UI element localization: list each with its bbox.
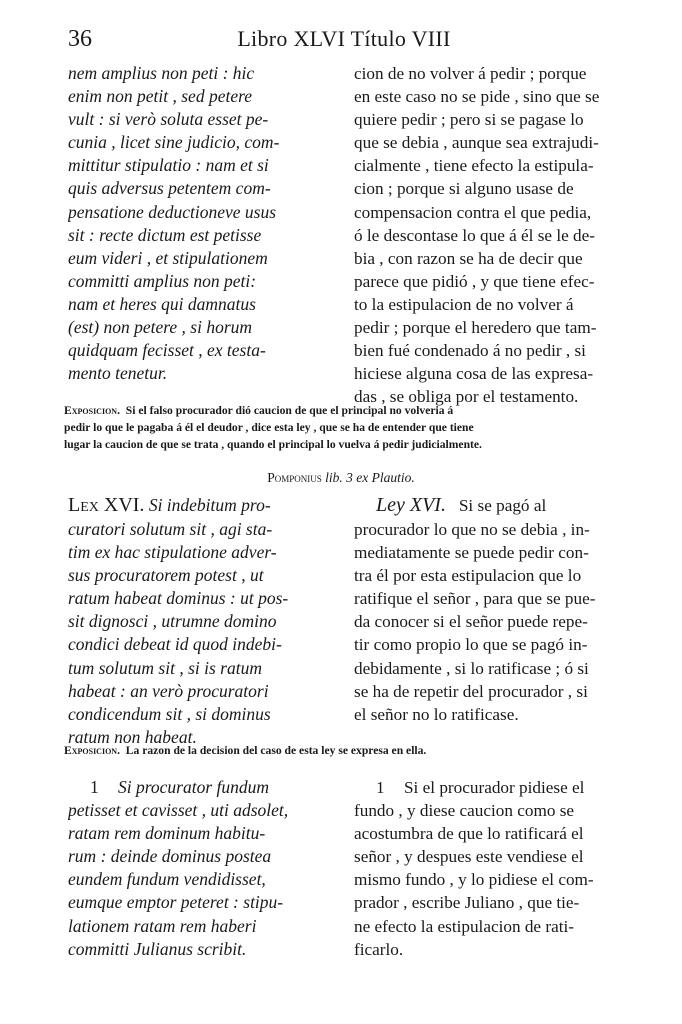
section-number: 1 xyxy=(90,777,99,797)
exposicion-label: Exposicion. xyxy=(64,404,120,417)
latin-line: tum solutum sit , si is ratum xyxy=(68,657,262,678)
latin-line xyxy=(68,776,340,799)
spanish-line: que se debia , aunque sea extrajudi- xyxy=(354,133,599,153)
latin-first-line: Si indebitum pro- xyxy=(148,495,271,515)
spanish-line: parece que pidió , y que tiene efec- xyxy=(354,271,595,291)
spanish-line xyxy=(354,492,622,518)
spanish-line: bia , con razon se ha de decir que xyxy=(354,248,583,268)
spanish-line: se ha de repetir del procurador , si xyxy=(354,681,588,701)
latin-line xyxy=(68,492,340,518)
latin-line: curatori solutum sit , agi sta- xyxy=(68,519,273,539)
latin-line: sit dignosci , utrumne domino xyxy=(68,611,277,632)
latin-line: mento tenetur. xyxy=(68,363,168,384)
latin-column-block1 xyxy=(68,62,340,385)
exposicion-text: Si el falso procurador dió caucion de que el principal no volveria á xyxy=(125,404,454,417)
spanish-column-block1 xyxy=(354,62,622,408)
latin-line: habeat : an verò procuratori xyxy=(68,680,269,701)
latin-line: eum videri , et stipulationem xyxy=(68,247,268,268)
exposicion-note-1 xyxy=(64,402,624,453)
spanish-line: quiere pedir ; pero si se pagase lo xyxy=(354,110,584,130)
latin-line: lationem ratam rem haberi xyxy=(68,915,257,936)
latin-line: condicendum sit , si dominus xyxy=(68,703,271,724)
spanish-line: en este caso no se pide , sino que se xyxy=(354,87,600,107)
exposicion-line xyxy=(64,742,624,759)
exposicion-label: Exposicion. xyxy=(64,744,120,757)
latin-line: mittitur stipulatio : nam et si xyxy=(68,155,269,176)
attribution-book: lib. 3 ex Plautio. xyxy=(325,470,415,485)
exposicion-line: lugar la caucion de que se trata , quando el principal lo vuelva á pedir judicialmente. xyxy=(64,438,482,451)
latin-line: quis adversus petentem com- xyxy=(68,178,271,199)
latin-line: vult : si verò soluta esset pe- xyxy=(68,109,269,130)
ley-heading: Ley XVI. xyxy=(376,494,446,516)
spanish-line: cialmente , tiene efecto la estipula- xyxy=(354,156,594,176)
spanish-line: tra él por esta estipulacion que lo xyxy=(354,566,582,586)
attribution-author: Pomponius xyxy=(267,470,322,485)
spanish-line: señor , y despues este vendiese el xyxy=(354,847,584,867)
latin-line: eumque emptor peteret : stipu- xyxy=(68,892,284,913)
spanish-line: ficarlo. xyxy=(354,939,404,959)
exposicion-note-2 xyxy=(64,742,624,759)
spanish-line: mismo fundo , y lo pidiese el com- xyxy=(354,870,594,890)
latin-line: rum : deinde dominus postea xyxy=(68,846,272,867)
latin-line: petisset et cavisset , uti adsolet, xyxy=(68,800,289,821)
source-attribution xyxy=(0,470,682,486)
spanish-column-lex16 xyxy=(354,492,622,726)
latin-line: nem amplius non peti : hic xyxy=(68,63,255,83)
spanish-line: cion ; porque si alguno usase de xyxy=(354,179,574,199)
spanish-line: bien fué condenado á no pedir , si xyxy=(354,341,586,361)
spanish-line: da conocer si el señor puede repe- xyxy=(354,612,588,632)
latin-line: ratam rem dominum habitu- xyxy=(68,823,266,844)
exposicion-line: pedir lo que le pagaba á él el deudor , dice esta ley , que se ha de entender que tiene xyxy=(64,421,474,434)
spanish-line: ne efecto la estipulacion de rati- xyxy=(354,916,574,936)
spanish-line: debidamente , si lo ratificase ; ó si xyxy=(354,658,589,678)
latin-column-section1 xyxy=(68,776,340,961)
latin-line: pensatione deductioneve usus xyxy=(68,201,277,222)
spanish-line: procurador lo que no se debia , in- xyxy=(354,520,590,539)
spanish-line: mediatamente se puede pedir con- xyxy=(354,543,589,563)
spanish-first-line: Si se pagó al xyxy=(458,496,547,515)
latin-line: cunia , licet sine judicio, com- xyxy=(68,132,280,153)
latin-line: tim ex hac stipulatione adver- xyxy=(68,542,277,563)
running-title: Libro XLVI Título VIII xyxy=(237,26,451,51)
exposicion-line xyxy=(64,402,624,419)
spanish-line: tir como propio lo que se pagó in- xyxy=(354,635,588,655)
page-header xyxy=(60,26,628,58)
spanish-line: compensacion contra el que pedia, xyxy=(354,202,592,222)
latin-first-line: Si procurator fundum xyxy=(118,777,270,797)
spanish-line: das , se obliga por el testamento. xyxy=(354,387,579,407)
exposicion-text: La razon de la decision del caso de esta ley se expresa en ella. xyxy=(125,744,427,757)
latin-line: sus procuratorem potest , ut xyxy=(68,565,264,586)
spanish-line xyxy=(354,776,622,799)
spanish-line: prador , escribe Juliano , que tie- xyxy=(354,893,580,913)
latin-line: committi amplius non peti: xyxy=(68,270,257,291)
latin-line: quidquam fecisset , ex testa- xyxy=(68,340,266,361)
latin-line: nam et heres qui damnatus xyxy=(68,293,256,314)
spanish-line: pedir ; porque el heredero que tam- xyxy=(354,318,597,338)
spanish-line: acostumbra de que lo ratificará el xyxy=(354,824,584,844)
latin-column-lex16 xyxy=(68,492,340,749)
spanish-line: el señor no lo ratificase. xyxy=(354,704,519,724)
latin-line: condici debeat id quod indebi- xyxy=(68,634,282,655)
section-number: 1 xyxy=(376,778,385,797)
spanish-column-section1 xyxy=(354,776,622,961)
spanish-line: cion de no volver á pedir ; porque xyxy=(354,64,587,83)
latin-line: enim non petit , sed petere xyxy=(68,86,253,107)
spanish-line: to la estipulacion de no volver á xyxy=(354,294,574,314)
latin-line: sit : recte dictum est petisse xyxy=(68,224,262,245)
lex-heading: Lex XVI. xyxy=(68,494,145,516)
latin-line: eundem fundum vendidisset, xyxy=(68,869,266,890)
spanish-line: hiciese alguna cosa de las expresa- xyxy=(354,364,594,384)
latin-line: ratum non habeat. xyxy=(68,726,197,747)
latin-line: (est) non petere , si horum xyxy=(68,317,253,338)
latin-line: committi Julianus scribit. xyxy=(68,938,247,959)
latin-line: ratum habeat dominus : ut pos- xyxy=(68,588,289,609)
spanish-first-line: Si el procurador pidiese el xyxy=(404,778,585,797)
spanish-line: ó le descontase lo que á él se le de- xyxy=(354,225,596,245)
page-number: 36 xyxy=(68,26,92,52)
spanish-line: fundo , y diese caucion como se xyxy=(354,801,575,821)
spanish-line: ratifique el señor , para que se pue- xyxy=(354,589,596,609)
